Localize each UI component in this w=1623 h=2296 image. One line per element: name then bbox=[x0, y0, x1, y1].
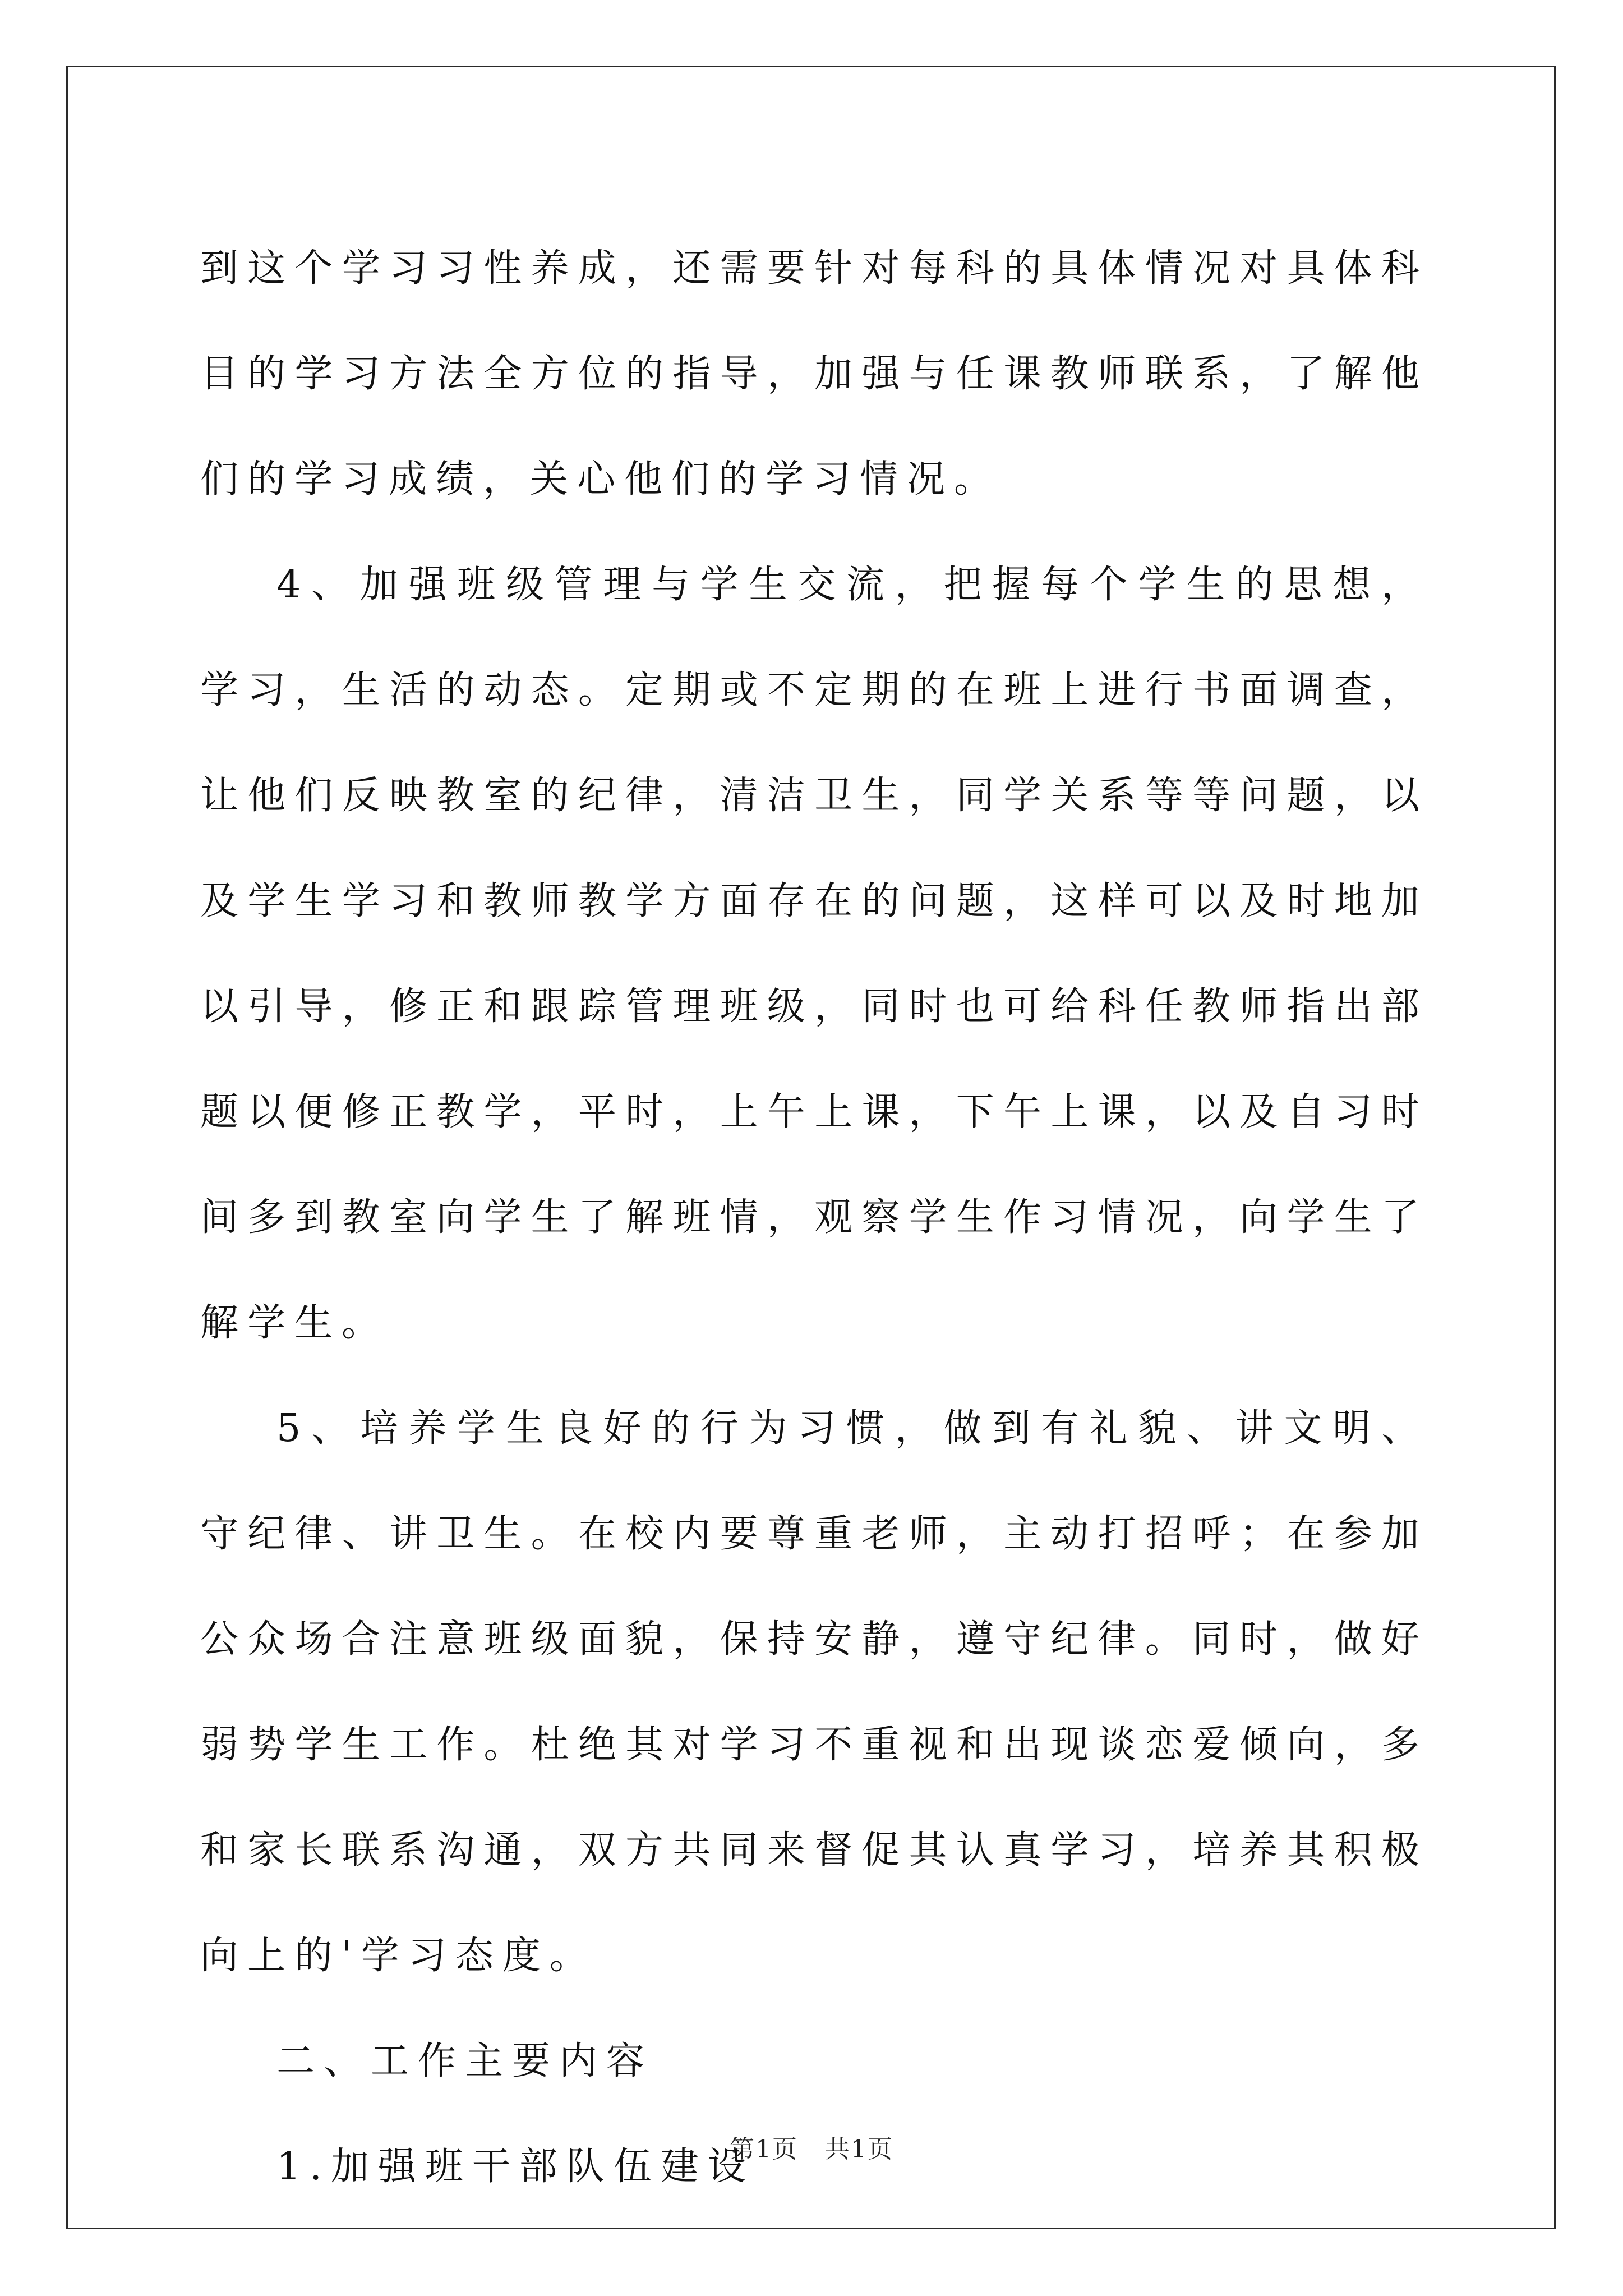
paragraph-item-4: 4、加强班级管理与学生交流，把握每个学生的思想，学习，生活的动态。定期或不定期的在班上进行书面调查，让他们反映教室的纪律，清洁卫生，同学关系等等问题，以及学生学习和教师教学方面存在的问题，这样可以及时地加以引导，修正和跟踪管理班级，同时也可给科任教师指出部题以便修正教学，平时，上午上课，下午上课，以及自习时间多到教室向学生了解班情，观察学生作习情况，向学生了解学生。 bbox=[200, 563, 1428, 1345]
paragraph-continuation: 到这个学习习性养成，还需要针对每科的具体情况对具体科目的学习方法全方位的指导，加强与任课教师联系，了解他们的学习成绩，关心他们的学习情况。 bbox=[200, 246, 1428, 501]
page-total: 共1页 bbox=[825, 2135, 893, 2164]
document-body bbox=[200, 216, 1428, 2220]
subsection-heading: 1.加强班干部队伍建设 bbox=[276, 2145, 755, 2189]
section-heading: 二、工作主要内容 bbox=[276, 2039, 654, 2083]
paragraph-item-5: 5、培养学生良好的行为习惯，做到有礼貌、讲文明、守纪律、讲卫生。在校内要尊重老师，主动打招呼；在参加公众场合注意班级面貌，保持安静，遵守纪律。同时，做好弱势学生工作。杜绝其对学习不重视和出现谈恋爱倾向，多和家长联系沟通，双方共同来督促其认真学习，培养其积极向上的'学习态度。 bbox=[200, 1406, 1428, 1978]
page-number: 第1页 bbox=[730, 2135, 798, 2164]
page-footer bbox=[0, 2129, 1623, 2165]
